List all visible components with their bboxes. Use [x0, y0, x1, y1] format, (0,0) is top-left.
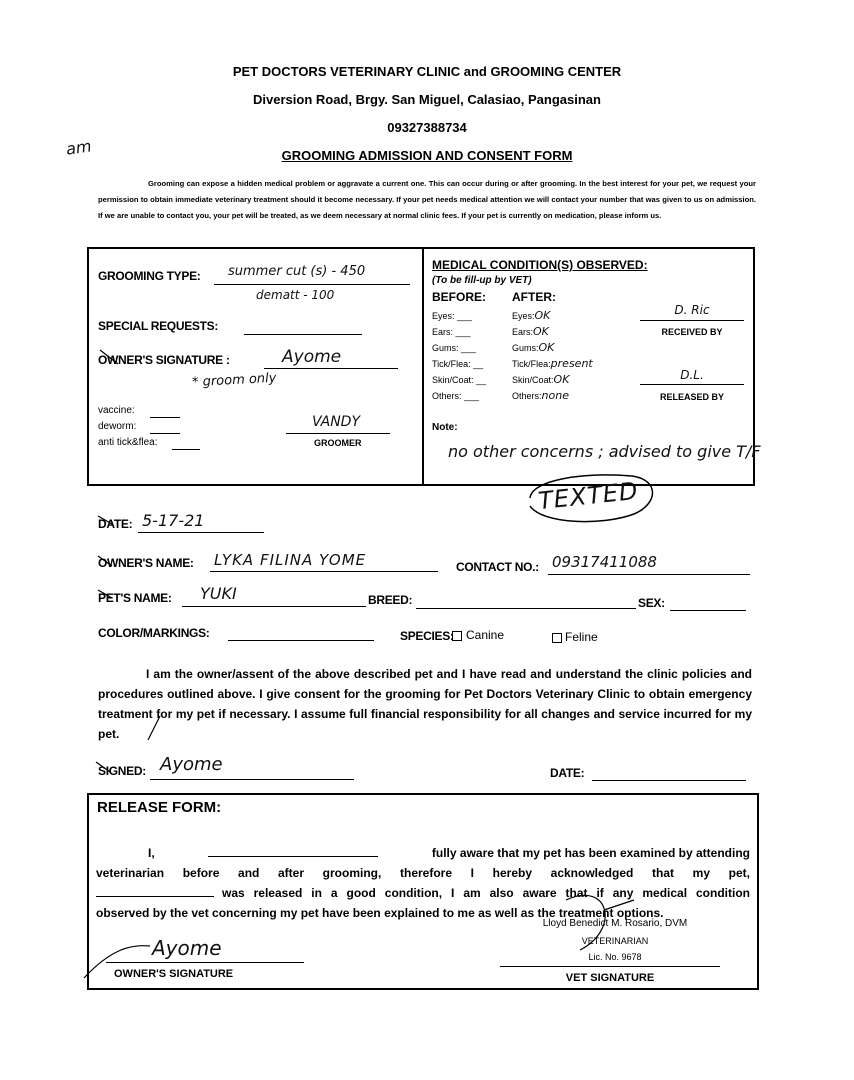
clinic-address: Diversion Road, Brgy. San Miguel, Calasiao, Pangasinan — [253, 92, 601, 107]
vaccine-label: vaccine: — [98, 405, 135, 416]
canine-label: Canine — [466, 628, 505, 642]
antitick-label: anti tick&flea: — [98, 437, 158, 448]
before-tick: Tick/Flea: __ — [432, 359, 484, 369]
grooming-type-value: summer cut (s) - 450 — [228, 264, 366, 279]
consent-date-label: DATE: — [550, 766, 585, 780]
after-tick: Tick/Flea:present — [512, 357, 593, 370]
date-value: 5-17-21 — [142, 511, 205, 530]
after-others: Others:none — [512, 389, 569, 402]
signed-value: Ayome — [160, 754, 223, 775]
special-requests-label: SPECIAL REQUESTS: — [98, 319, 219, 333]
species-label: SPECIES: — [400, 629, 454, 643]
before-label: BEFORE: — [432, 290, 486, 304]
released-by-label: RELEASED BY — [659, 392, 724, 402]
release-line-2: veterinarian before and after grooming, therefore I hereby acknowledged that my pet, — [96, 866, 750, 880]
feline-label: Feline — [565, 630, 598, 644]
sex-label: SEX: — [638, 596, 665, 610]
before-others: Others: ___ — [432, 391, 480, 401]
deworm-label: deworm: — [98, 421, 137, 432]
medical-title: MEDICAL CONDITION(S) OBSERVED: — [432, 258, 648, 272]
owner-name-label: OWNER'S NAME: — [98, 556, 194, 570]
release-line-1: I, fully aware that my pet has been examined by attending — [96, 843, 750, 863]
clinic-phone: 09327388734 — [387, 120, 467, 135]
received-by-value: D. Ric — [674, 303, 710, 317]
owner-signature-label: OWNER'S SIGNATURE : — [98, 353, 230, 367]
color-label: COLOR/MARKINGS: — [98, 626, 210, 640]
note-value: no other concerns ; advised to give T/F — [448, 442, 761, 461]
before-gums: Gums: ___ — [432, 343, 477, 353]
grooming-type-value-2: dematt - 100 — [256, 288, 335, 302]
stamp-text: TEXTED — [536, 476, 640, 516]
before-skin: Skin/Coat: __ — [432, 375, 487, 385]
after-gums: Gums:OK — [512, 341, 555, 354]
owner-name-value: LYKA FILINA YOME — [214, 551, 367, 569]
after-eyes: Eyes:OK — [512, 309, 551, 322]
breed-label: BREED: — [368, 593, 413, 607]
intro-paragraph: Grooming can expose a hidden medical problem or aggravate a current one. This can occur during or after grooming. In the best interest for your pet, we request your permission to obtain immediate veterinary treatment should it become necessary. If your pet needs medical attention we will contact your number that was given to us on admission. If we are unable to contact you, your pet will be treated, as we deem necessary at normal clinic fees. If your pet is currently on medication, please inform us. — [98, 179, 756, 220]
form-title: GROOMING ADMISSION AND CONSENT FORM — [281, 148, 573, 163]
released-by-value: D.L. — [680, 368, 704, 382]
consent-paragraph: I am the owner/assent of the above described pet and I have read and understand the clinic policies and procedures outlined above. I give consent for the grooming for Pet Doctors Veterinary Clinic to obtain emergency treatment for my pet if necessary. I assume full financial responsibility for all changes and service incurred for my pet. — [98, 667, 752, 741]
owner-signature-value: Ayome — [282, 347, 342, 367]
after-skin: Skin/Coat:OK — [512, 373, 570, 386]
groomer-value: VANDY — [312, 414, 361, 430]
after-label: AFTER: — [512, 290, 556, 304]
before-ears: Ears: ___ — [432, 327, 471, 337]
signed-label: SIGNED: — [98, 764, 146, 778]
before-eyes: Eyes: ___ — [432, 311, 473, 321]
vet-title: VETERINARIAN — [581, 936, 649, 946]
vet-signature-label: VET SIGNATURE — [565, 972, 655, 984]
release-line-4: observed by the vet concerning my pet have been explained to me as well as the treatment options. — [96, 906, 664, 920]
groomer-label: GROOMER — [314, 438, 362, 448]
medical-subtitle: (To be fill-up by VET) — [432, 275, 532, 286]
received-by-label: RECEIVED BY — [661, 327, 723, 337]
contact-value: 09317411088 — [552, 553, 657, 571]
release-title: RELEASE FORM: — [97, 799, 222, 816]
clinic-name: PET DOCTORS VETERINARY CLINIC and GROOMING CENTER — [232, 64, 622, 79]
after-ears: Ears:OK — [512, 325, 549, 338]
vet-license: Lic. No. 9678 — [588, 952, 642, 962]
date-label: DATE: — [98, 517, 133, 531]
release-owner-signature-label: OWNER'S SIGNATURE — [114, 968, 234, 980]
vet-name: Lloyd Benedict M. Rosario, DVM — [542, 918, 688, 929]
pet-name-value: YUKI — [200, 584, 237, 603]
contact-label: CONTACT NO.: — [456, 560, 539, 574]
note-label: Note: — [432, 422, 458, 433]
release-line-3: was released in a good condition, I am also aware that if any medical condition — [96, 883, 750, 903]
pet-name-label: PET'S NAME: — [98, 591, 172, 605]
margin-note: am — [64, 136, 93, 159]
grooming-type-label: GROOMING TYPE: — [98, 269, 201, 283]
groom-only-note: * groom only — [191, 370, 277, 391]
release-owner-signature-value: Ayome — [152, 936, 222, 960]
